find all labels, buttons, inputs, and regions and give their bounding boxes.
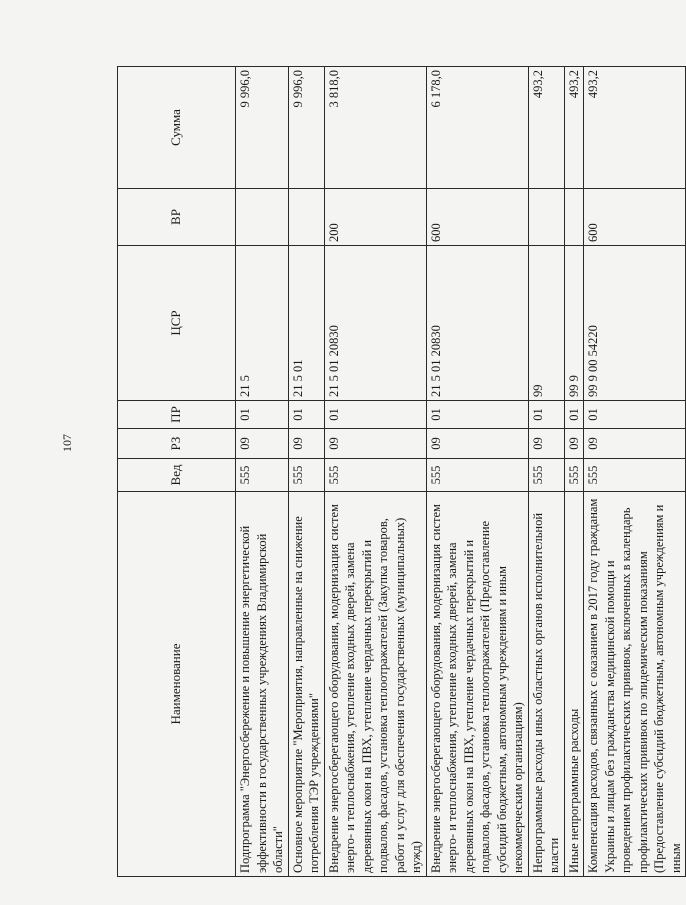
cell-name: Внедрение энергосберегающего оборудования, модернизация систем энерго- и теплоснабжения, утепление входных дверей, замена деревянных окон на ПВХ, утепление чердачных перекрытий и подвалов, фасадов, установка теплоотражателей (Предоставление субсидий бюджетным, автономным учреждениям и иным некоммерческим организациям): [426, 492, 528, 877]
cell-name: Компенсация расходов, связанных с оказанием в 2017 году гражданам Украины и лицам без гражданства медицинской помощи и проведением профилактических прививок, включенных в календарь профилактических прививок по эпидемическим показаниям (Предоставление субсидий бюджетным, автономным учреждениям и иным: [584, 492, 686, 877]
cell-name: Иные непрограммные расходы: [564, 492, 584, 877]
cell-pr: 01: [564, 401, 584, 429]
cell-name: Непрограммные расходы иных областных органов исполнительной власти: [528, 492, 564, 877]
cell-name: Основное мероприятие "Мероприятия, направленные на снижение потребления ТЭР учреждениями": [288, 492, 324, 877]
cell-sum: 3 818,0: [324, 67, 426, 189]
cell-ved: 555: [564, 459, 584, 492]
cell-csr: 21 5 01: [288, 246, 324, 401]
cell-csr: 99 9 00 54220: [584, 246, 686, 401]
cell-rz: 09: [236, 429, 289, 459]
cell-pr: 01: [236, 401, 289, 429]
cell-rz: 09: [288, 429, 324, 459]
cell-ved: 555: [528, 459, 564, 492]
cell-ved: 555: [236, 459, 289, 492]
cell-rz: 09: [584, 429, 686, 459]
cell-sum: 493,2: [564, 67, 584, 189]
cell-pr: 01: [584, 401, 686, 429]
cell-vr: 600: [584, 189, 686, 246]
budget-table: [117, 66, 686, 877]
header-csr: ЦСР: [118, 246, 236, 401]
cell-vr: [564, 189, 584, 246]
table-header-row: [118, 67, 236, 877]
cell-sum: 493,2: [584, 67, 686, 189]
cell-csr: 21 5 01 20830: [426, 246, 528, 401]
cell-vr: 200: [324, 189, 426, 246]
table-row: [236, 67, 289, 877]
cell-name: Подпрограмма "Энергосбережение и повышение энергетической эффективности в государственных учреждениях Владимирской области": [236, 492, 289, 877]
table-row: [528, 67, 564, 877]
table-row: [324, 67, 426, 877]
header-name: Наименование: [118, 492, 236, 877]
header-ved: Вед: [118, 459, 236, 492]
page-number: 107: [60, 434, 74, 452]
cell-name: Внедрение энергосберегающего оборудования, модернизация систем энерго- и теплоснабжения, утепление входных дверей, замена деревянных окон на ПВХ, утепление чердачных перекрытий и подвалов, фасадов, установка теплоотражателей (Закупка товаров, работ и услуг для обеспечения государственных (муниципальных) нужд): [324, 492, 426, 877]
cell-rz: 09: [426, 429, 528, 459]
cell-vr: [288, 189, 324, 246]
table-row: [564, 67, 584, 877]
header-pr: ПР: [118, 401, 236, 429]
cell-sum: 9 996,0: [236, 67, 289, 189]
header-sum: Сумма: [118, 67, 236, 189]
table-row: [584, 67, 686, 877]
cell-sum: 9 996,0: [288, 67, 324, 189]
cell-pr: 01: [324, 401, 426, 429]
cell-ved: 555: [584, 459, 686, 492]
cell-vr: 600: [426, 189, 528, 246]
table-row: [426, 67, 528, 877]
cell-ved: 555: [324, 459, 426, 492]
cell-rz: 09: [564, 429, 584, 459]
cell-pr: 01: [528, 401, 564, 429]
cell-rz: 09: [324, 429, 426, 459]
cell-csr: 21 5: [236, 246, 289, 401]
cell-ved: 555: [288, 459, 324, 492]
cell-ved: 555: [426, 459, 528, 492]
cell-vr: [528, 189, 564, 246]
cell-csr: 21 5 01 20830: [324, 246, 426, 401]
table-row: [288, 67, 324, 877]
cell-csr: 99 9: [564, 246, 584, 401]
header-rz: РЗ: [118, 429, 236, 459]
cell-sum: 493,2: [528, 67, 564, 189]
cell-pr: 01: [426, 401, 528, 429]
cell-vr: [236, 189, 289, 246]
cell-csr: 99: [528, 246, 564, 401]
rotated-page-content: [117, 67, 683, 877]
cell-pr: 01: [288, 401, 324, 429]
header-vr: ВР: [118, 189, 236, 246]
cell-rz: 09: [528, 429, 564, 459]
cell-sum: 6 178,0: [426, 67, 528, 189]
